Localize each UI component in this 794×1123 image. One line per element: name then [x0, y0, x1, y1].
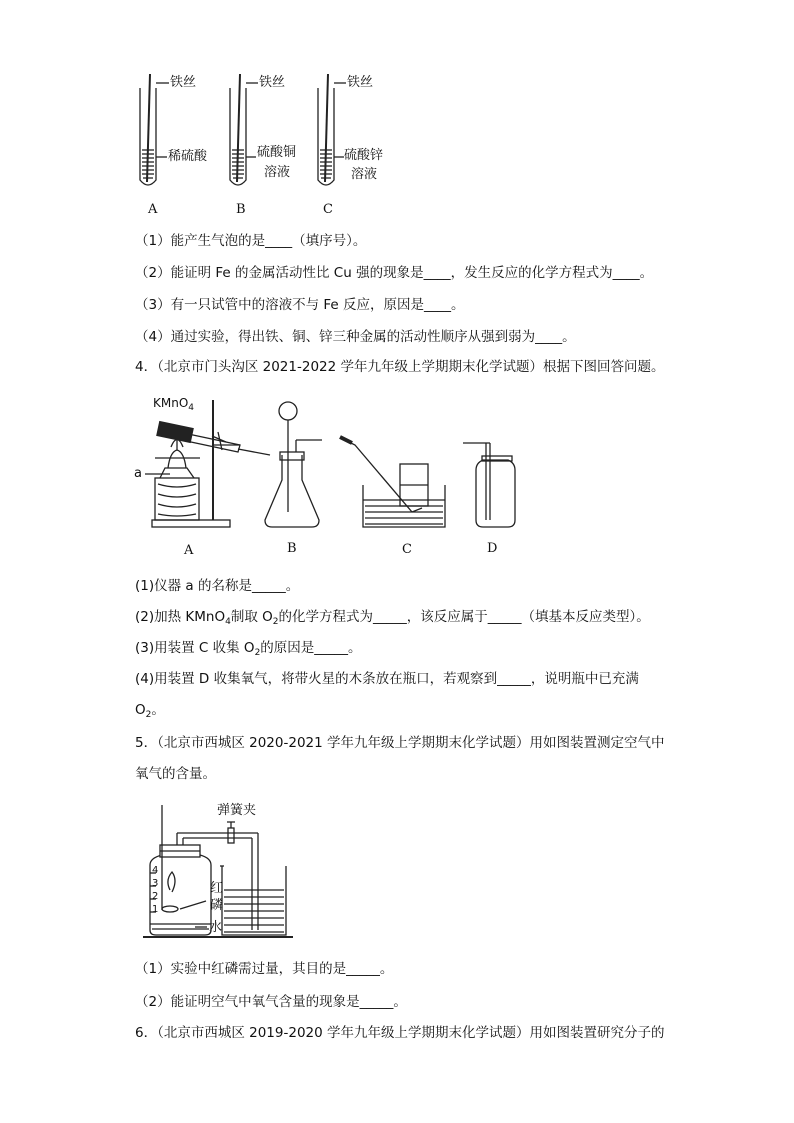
- caption-apparatus-a: A: [184, 543, 194, 558]
- caption-apparatus-c: C: [402, 542, 412, 557]
- tube-b-liquid-label-2: 溶液: [264, 165, 291, 180]
- kmno4-label: KMnO$_4$: [153, 396, 195, 413]
- q4-title: 4．（北京市门头沟区 2021-2022 学年九年级上学期期末化学试题）根据下图回答问题。: [135, 359, 665, 375]
- instrument-a-label: a: [134, 466, 142, 481]
- scale-mark-1: 1: [152, 904, 159, 915]
- caption-a: A: [148, 202, 158, 217]
- spring-clamp-label: 弹簧夹: [217, 803, 257, 818]
- q4-item-1: (1)仪器 a 的名称是_____。: [135, 578, 300, 594]
- caption-b: B: [236, 202, 246, 217]
- q4-item-4-line-2: $O_2$。: [135, 702, 165, 720]
- caption-apparatus-d: D: [487, 541, 498, 556]
- caption-apparatus-b: B: [287, 541, 297, 556]
- q5-title-line-1: 5．（北京市西城区 2020-2021 学年九年级上学期期末化学试题）用如图装置测定空气中: [135, 735, 665, 751]
- scale-mark-3: 3: [152, 878, 159, 889]
- q5-title-line-2: 氧气的含量。: [135, 766, 216, 782]
- q3-item-2: （2）能证明 Fe 的金属活动性比 Cu 强的现象是____，发生反应的化学方程式为____。: [135, 265, 654, 281]
- caption-c: C: [323, 202, 333, 217]
- q3-item-3: （3）有一只试管中的溶液不与 Fe 反应，原因是____。: [135, 297, 465, 313]
- red-phosphorus-label-1: 红: [210, 881, 224, 896]
- q3-item-1: （1）能产生气泡的是____（填序号）。: [135, 233, 367, 249]
- scale-mark-4: 4: [152, 865, 159, 876]
- q5-item-2: （2）能证明空气中氧气含量的现象是_____。: [135, 994, 407, 1010]
- tube-c-liquid-label-1: 硫酸锌: [344, 148, 384, 163]
- red-phosphorus-label-2: 磷: [210, 898, 224, 913]
- tube-c-liquid-label-2: 溶液: [351, 167, 378, 182]
- tube-c-wire-label: 铁丝: [347, 75, 374, 90]
- tube-a-liquid-label: 稀硫酸: [168, 149, 208, 164]
- tube-a-wire-label: 铁丝: [170, 75, 197, 90]
- tube-b-wire-label: 铁丝: [259, 75, 286, 90]
- q6-title: 6．（北京市西城区 2019-2020 学年九年级上学期期末化学试题）用如图装置研究分子的: [135, 1025, 665, 1041]
- tube-b-liquid-label-1: 硫酸铜: [257, 145, 297, 160]
- water-label: 水: [209, 920, 223, 935]
- q4-item-2: (2)加热 KMnO$_4$制取 $O_2$的化学方程式为_____，该反应属于_____（填基本反应类型）。: [135, 609, 650, 627]
- q5-item-1: （1）实验中红磷需过量，其目的是_____。: [135, 961, 394, 977]
- scale-mark-2: 2: [152, 891, 159, 902]
- q4-item-3: (3)用装置 C 收集 $O_2$的原因是_____。: [135, 640, 362, 658]
- q4-item-4-line-1: (4)用装置 D 收集氧气，将带火星的木条放在瓶口，若观察到_____，说明瓶中已充满: [135, 671, 639, 687]
- q3-item-4: （4）通过实验，得出铁、铜、锌三种金属的活动性顺序从强到弱为____。: [135, 329, 576, 345]
